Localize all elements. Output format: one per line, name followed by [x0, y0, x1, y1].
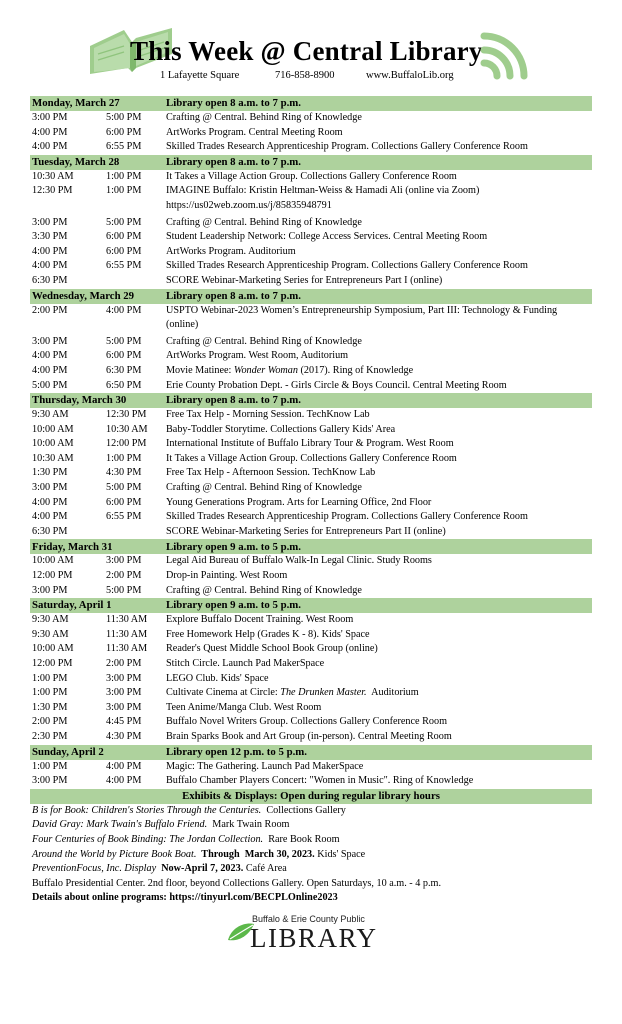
event-start: 2:00 PM	[32, 716, 68, 728]
event-row	[30, 510, 592, 525]
online-programs-link[interactable]: Details about online programs: https://tinyurl.com/BECPLOnline2023	[32, 892, 338, 904]
logo-subtitle: Buffalo & Erie County Public	[252, 914, 365, 924]
event-description: Magic: The Gathering. Launch Pad MakerSpace	[166, 760, 364, 772]
event-row	[30, 230, 592, 245]
day-header	[30, 289, 592, 304]
event-end: 6:00 PM	[106, 245, 142, 257]
event-end	[106, 274, 166, 289]
event-end: 1:00 PM	[106, 452, 142, 464]
event-description: Free Tax Help - Afternoon Session. TechKnow Lab	[166, 467, 376, 479]
day-hours: Library open 9 a.m. to 5 p.m.	[166, 540, 301, 553]
event-end: 6:00 PM	[106, 126, 142, 138]
event-start: 3:00 PM	[32, 335, 68, 347]
day-header	[30, 96, 592, 111]
day-hours: Library open 8 a.m. to 7 p.m.	[166, 97, 301, 110]
event-row	[30, 481, 592, 496]
event-start: 1:00 PM	[32, 687, 68, 699]
event-description: SCORE Webinar-Marketing Series for Entrepreneurs Part II (online)	[166, 525, 446, 537]
movie-title: Wonder Woman	[233, 364, 298, 376]
event-row	[30, 569, 592, 584]
event-end: 6:55 PM	[106, 141, 142, 153]
day-name: Tuesday, March 28	[32, 155, 120, 168]
event-description: Movie Matinee:	[166, 364, 234, 376]
event-start: 1:00 PM	[32, 672, 68, 684]
event-start: 3:00 PM	[32, 216, 68, 228]
event-row	[30, 126, 592, 141]
event-description: Crafting @ Central. Behind Ring of Knowledge	[166, 584, 362, 596]
day-name: Wednesday, March 29	[32, 289, 135, 302]
day-hours: Library open 9 a.m. to 5 p.m.	[166, 599, 301, 612]
event-row	[30, 686, 592, 701]
event-start: 4:00 PM	[32, 126, 68, 138]
event-description: ArtWorks Program. West Room, Auditorium	[166, 350, 349, 362]
day-hours: Library open 8 a.m. to 7 p.m.	[166, 289, 301, 302]
event-start: 6:30 PM	[32, 525, 68, 537]
event-row	[30, 701, 592, 716]
day-name: Friday, March 31	[32, 540, 113, 553]
event-description: It Takes a Village Action Group. Collections Gallery Conference Room	[166, 452, 457, 464]
day-name: Saturday, April 1	[32, 599, 112, 612]
event-end: 3:00 PM	[106, 701, 142, 713]
day-hours: Library open 12 p.m. to 5 p.m.	[166, 745, 307, 758]
library-logo	[226, 914, 396, 954]
event-description: Baby-Toddler Storytime. Collections Gallery Kids' Area	[166, 423, 396, 435]
event-end: 4:30 PM	[106, 467, 142, 479]
event-end: 6:00 PM	[106, 350, 142, 362]
exhibit-item	[32, 848, 592, 863]
event-end: 5:00 PM	[106, 584, 142, 596]
event-description: SCORE Webinar-Marketing Series for Entrepreneurs Part I (online)	[166, 274, 443, 286]
event-start: 3:00 PM	[32, 112, 68, 123]
presidential-center-info: Buffalo Presidential Center. 2nd floor, beyond Collections Gallery. Open Saturdays, 10 a.m. - 4 p.m.	[32, 877, 441, 889]
event-row	[30, 245, 592, 260]
event-description: Stitch Circle. Launch Pad MakerSpace	[166, 658, 325, 669]
event-row	[30, 437, 592, 452]
event-end: 11:30 AM	[106, 614, 148, 626]
exhibit-dates: Through March 30, 2023.	[196, 848, 315, 860]
event-end: 6:55 PM	[106, 511, 142, 523]
event-row	[30, 170, 592, 185]
event-row	[30, 642, 592, 657]
exhibit-location: Collections Gallery	[261, 804, 346, 816]
exhibit-title: David Gray: Mark Twain's Buffalo Friend.	[32, 819, 208, 831]
weekly-schedule	[30, 96, 592, 906]
event-row	[30, 379, 592, 394]
event-row	[30, 184, 592, 213]
event-description: LEGO Club. Kids' Space	[166, 672, 269, 684]
event-end: 5:00 PM	[106, 482, 142, 494]
event-description: USPTO Webinar-2023 Women’s Entrepreneurship Symposium, Part III: Technology & Funding	[166, 304, 558, 316]
exhibit-title: Four Centuries of Book Binding: The Jordan Collection.	[32, 833, 264, 845]
event-start: 10:00 AM	[32, 423, 74, 435]
event-end: 2:00 PM	[106, 570, 142, 582]
event-description: Student Leadership Network: College Access Services. Central Meeting Room	[166, 231, 488, 243]
exhibit-item	[32, 862, 592, 877]
event-row	[30, 584, 592, 599]
event-description: IMAGINE Buffalo: Kristin Heltman-Weiss & Hamadi Ali (online via Zoom)	[166, 185, 480, 197]
day-name: Monday, March 27	[32, 97, 120, 110]
event-end: 4:30 PM	[106, 730, 142, 742]
event-end: 4:00 PM	[106, 760, 142, 772]
event-row	[30, 452, 592, 467]
event-end: 11:30 AM	[106, 643, 148, 655]
day-section	[30, 155, 592, 289]
event-description: Crafting @ Central. Behind Ring of Knowledge	[166, 335, 362, 347]
exhibit-location: Kids' Space	[314, 848, 366, 860]
website-link[interactable]: www.BuffaloLib.org	[366, 70, 454, 81]
event-description: Teen Anime/Manga Club. West Room	[166, 701, 322, 713]
exhibit-item	[32, 804, 592, 819]
day-section	[30, 96, 592, 155]
exhibit-title: PreventionFocus, Inc. Display	[32, 863, 157, 875]
event-row	[30, 613, 592, 628]
event-start: 4:00 PM	[32, 511, 68, 523]
event-start: 10:30 AM	[32, 452, 74, 464]
day-section	[30, 289, 592, 394]
event-start: 12:00 PM	[32, 658, 73, 669]
event-start: 1:30 PM	[32, 701, 68, 713]
event-start: 10:00 AM	[32, 438, 74, 450]
event-start: 9:30 AM	[32, 628, 69, 640]
event-description-continued: (online)	[166, 319, 199, 331]
event-description: Skilled Trades Research Apprenticeship Program. Collections Gallery Conference Room	[166, 511, 528, 523]
exhibits-heading: Exhibits & Displays: Open during regular library hours	[30, 789, 592, 804]
event-start: 10:00 AM	[32, 555, 74, 567]
event-description: ArtWorks Program. Central Meeting Room	[166, 126, 343, 138]
event-end: 6:30 PM	[106, 364, 142, 376]
event-start: 1:30 PM	[32, 467, 68, 479]
day-header	[30, 598, 592, 613]
event-row	[30, 111, 592, 126]
event-description: Buffalo Novel Writers Group. Collections Gallery Conference Room	[166, 716, 448, 728]
event-end: 3:00 PM	[106, 672, 142, 684]
day-header	[30, 539, 592, 554]
event-end: 6:00 PM	[106, 231, 142, 243]
event-description: Cultivate Cinema at Circle:	[166, 687, 281, 699]
day-header	[30, 393, 592, 408]
event-row	[30, 364, 592, 379]
event-start: 5:00 PM	[32, 379, 68, 391]
event-row	[30, 730, 592, 745]
event-description: Brain Sparks Book and Art Group (in-person). Central Meeting Room	[166, 730, 452, 742]
exhibit-location: Café Area	[243, 863, 287, 875]
event-end: 12:30 PM	[106, 409, 147, 421]
event-row	[30, 657, 592, 672]
event-description: Young Generations Program. Arts for Learning Office, 2nd Floor	[166, 496, 432, 508]
event-start: 4:00 PM	[32, 260, 68, 272]
movie-title: The Drunken Master.	[280, 687, 367, 699]
event-description: Skilled Trades Research Apprenticeship Program. Collections Gallery Conference Room	[166, 141, 528, 153]
exhibit-item	[32, 833, 592, 848]
event-start: 12:30 PM	[32, 185, 73, 197]
event-start: 6:30 PM	[32, 274, 68, 286]
event-start: 2:30 PM	[32, 730, 68, 742]
event-start: 10:00 AM	[32, 643, 74, 655]
event-start: 3:00 PM	[32, 584, 68, 596]
event-row	[30, 335, 592, 350]
event-row	[30, 525, 592, 540]
event-start: 10:30 AM	[32, 170, 74, 182]
event-end: 5:00 PM	[106, 112, 142, 123]
event-description: Crafting @ Central. Behind Ring of Knowledge	[166, 112, 362, 123]
event-start: 9:30 AM	[32, 409, 69, 421]
event-row	[30, 408, 592, 423]
event-description: Skilled Trades Research Apprenticeship Program. Collections Gallery Conference Room	[166, 260, 528, 272]
event-row	[30, 274, 592, 289]
event-start: 3:00 PM	[32, 482, 68, 494]
day-section	[30, 745, 592, 789]
event-end	[106, 525, 166, 540]
event-row	[30, 760, 592, 775]
day-section	[30, 393, 592, 539]
day-section	[30, 539, 592, 598]
event-row	[30, 715, 592, 730]
event-description: Legal Aid Bureau of Buffalo Walk-In Legal Clinic. Study Rooms	[166, 555, 432, 567]
event-row	[30, 216, 592, 231]
event-start: 2:00 PM	[32, 304, 68, 316]
event-description: Reader's Quest Middle School Book Group (online)	[166, 643, 378, 655]
event-row	[30, 628, 592, 643]
event-row	[30, 423, 592, 438]
event-start: 3:30 PM	[32, 231, 68, 243]
event-description: Crafting @ Central. Behind Ring of Knowledge	[166, 482, 362, 494]
event-start: 4:00 PM	[32, 364, 68, 376]
event-row	[30, 304, 592, 333]
event-end: 12:00 PM	[106, 438, 147, 450]
event-description: Buffalo Chamber Players Concert: "Women in Music". Ring of Knowledge	[166, 775, 474, 787]
exhibit-title: B is for Book: Children's Stories Through the Centuries.	[32, 804, 262, 816]
event-row	[30, 466, 592, 481]
day-header	[30, 155, 592, 170]
event-end: 1:00 PM	[106, 170, 142, 182]
wifi-signal-icon	[478, 30, 528, 82]
event-end: 6:50 PM	[106, 379, 142, 391]
event-end: 4:00 PM	[106, 775, 142, 787]
event-row	[30, 349, 592, 364]
event-row	[30, 672, 592, 687]
event-end: 4:45 PM	[106, 716, 142, 728]
event-description: ArtWorks Program. Auditorium	[166, 245, 296, 257]
event-end: 5:00 PM	[106, 335, 142, 347]
day-header	[30, 745, 592, 760]
exhibit-item	[32, 818, 592, 833]
phone-number: 716-858-8900	[275, 70, 335, 81]
event-start: 4:00 PM	[32, 496, 68, 508]
event-description-suffix: Auditorium	[366, 687, 419, 699]
event-end: 3:00 PM	[106, 687, 142, 699]
event-start: 4:00 PM	[32, 350, 68, 362]
event-description: Explore Buffalo Docent Training. West Room	[166, 614, 354, 626]
event-end: 2:00 PM	[106, 658, 142, 669]
event-description: Free Tax Help - Morning Session. TechKnow Lab	[166, 409, 370, 421]
event-row	[30, 554, 592, 569]
event-description: It Takes a Village Action Group. Collections Gallery Conference Room	[166, 170, 457, 182]
event-end: 6:55 PM	[106, 260, 142, 272]
day-section	[30, 598, 592, 744]
event-row	[30, 774, 592, 789]
exhibit-location: Mark Twain Room	[207, 819, 290, 831]
event-start: 4:00 PM	[32, 141, 68, 153]
exhibit-dates: Now-April 7, 2023.	[156, 863, 244, 875]
event-end: 3:00 PM	[106, 555, 142, 567]
event-description: Crafting @ Central. Behind Ring of Knowledge	[166, 216, 362, 228]
event-end: 1:00 PM	[106, 185, 142, 197]
event-row	[30, 140, 592, 155]
event-description: International Institute of Buffalo Library Tour & Program. West Room	[166, 438, 454, 450]
event-end: 10:30 AM	[106, 423, 148, 435]
event-start: 9:30 AM	[32, 614, 69, 626]
address: 1 Lafayette Square	[160, 70, 240, 81]
event-start: 1:00 PM	[32, 760, 68, 772]
exhibit-location: Rare Book Room	[263, 833, 340, 845]
exhibit-title: Around the World by Picture Book Boat.	[32, 848, 197, 860]
event-description: Erie County Probation Dept. - Girls Circle & Boys Council. Central Meeting Room	[166, 379, 507, 391]
event-start: 3:00 PM	[32, 775, 68, 787]
page-title: This Week @ Central Library	[130, 36, 483, 66]
event-row	[30, 259, 592, 274]
event-end: 4:00 PM	[106, 304, 142, 316]
day-name: Thursday, March 30	[32, 394, 127, 407]
day-name: Sunday, April 2	[32, 745, 104, 758]
event-description-suffix: (2017). Ring of Knowledge	[297, 364, 414, 376]
header	[0, 0, 622, 92]
zoom-link[interactable]: https://us02web.zoom.us/j/85835948791	[166, 199, 332, 211]
event-start: 12:00 PM	[32, 570, 73, 582]
event-end: 5:00 PM	[106, 216, 142, 228]
day-hours: Library open 8 a.m. to 7 p.m.	[166, 155, 301, 168]
event-start: 4:00 PM	[32, 245, 68, 257]
exhibits-section	[30, 789, 592, 906]
logo-wordmark: LIBRARY	[250, 923, 378, 953]
event-description: Drop-in Painting. West Room	[166, 570, 288, 582]
event-end: 6:00 PM	[106, 496, 142, 508]
event-end: 11:30 AM	[106, 628, 148, 640]
event-description: Free Homework Help (Grades K - 8). Kids' Space	[166, 628, 370, 640]
event-row	[30, 496, 592, 511]
day-hours: Library open 8 a.m. to 7 p.m.	[166, 394, 301, 407]
